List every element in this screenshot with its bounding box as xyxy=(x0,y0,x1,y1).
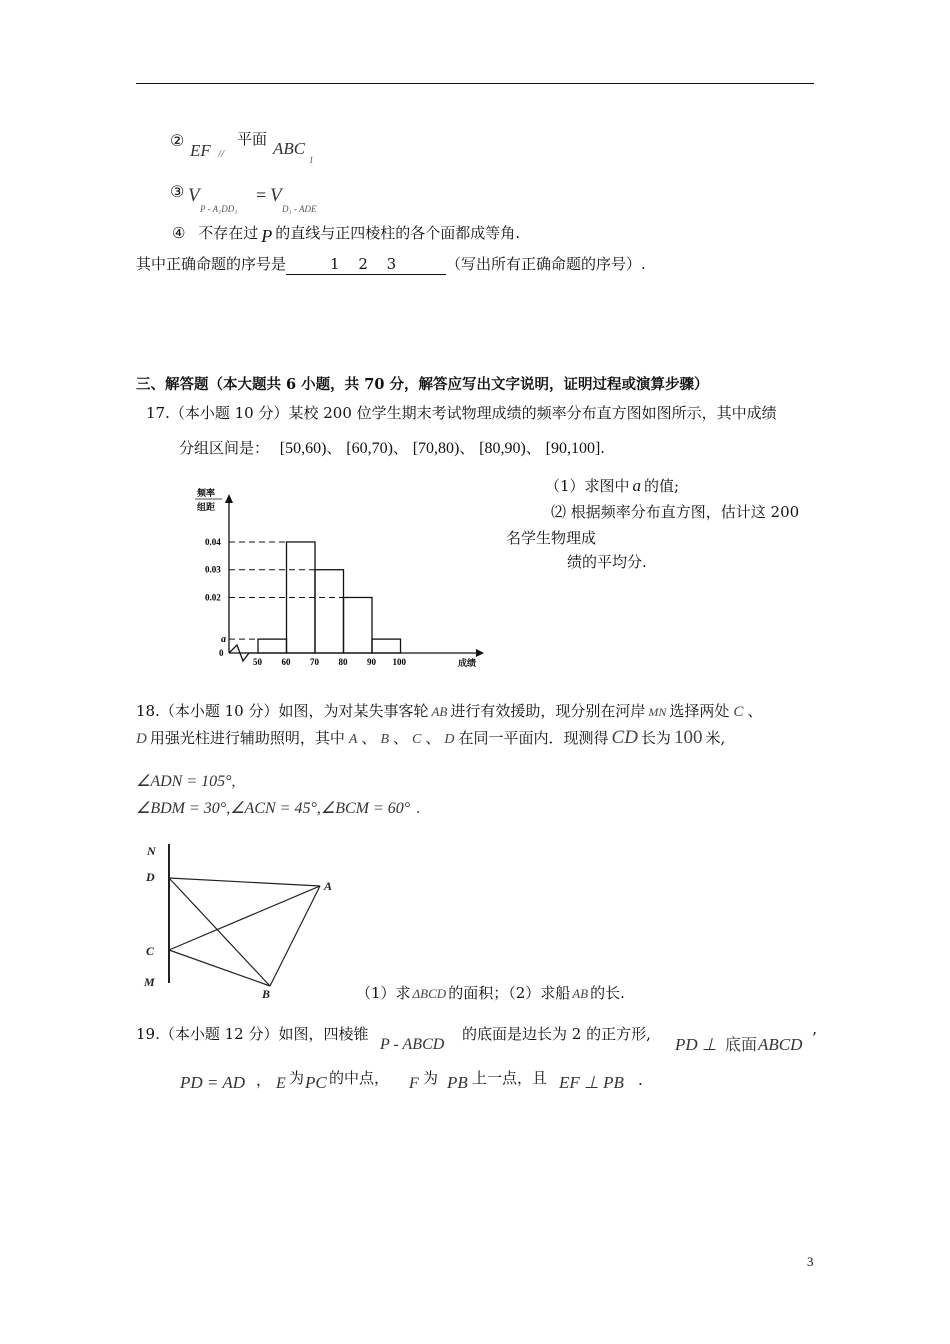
q18-angle-1 xyxy=(136,772,236,792)
q19-l1-end: ’ xyxy=(812,1029,817,1047)
x-tick-90: 90 xyxy=(367,657,376,667)
item-2-sub: 1 xyxy=(309,155,314,165)
q19-cond1-c: ABCD xyxy=(758,1035,803,1054)
q19-is-1: 为 xyxy=(289,1069,305,1087)
q18-b: B xyxy=(380,732,389,747)
item-4-text-post: 的直线与正四棱柱的各个面都成等角. xyxy=(275,224,521,242)
y-axis-label-top: 频率 xyxy=(197,488,216,498)
q17-interval-1: [50,60) xyxy=(279,440,327,457)
q18-dun-1: 、 xyxy=(747,702,763,720)
y-axis-arrow xyxy=(225,494,233,503)
q17-sub2-line3: 绩的平均分. xyxy=(567,553,647,571)
q18-l1-mid: 进行有效援助，现分别在河岸 xyxy=(450,702,646,720)
q19-cond1-b: 底面 xyxy=(725,1035,758,1054)
item-2-number: ② xyxy=(170,131,185,150)
q19-on-text: 上一点，且 xyxy=(472,1069,548,1087)
q17-sub1 xyxy=(545,476,679,496)
bar-80-90 xyxy=(344,597,373,653)
q18-sub2-post: 的长. xyxy=(590,984,625,1002)
segment-cb xyxy=(169,950,270,986)
x-tick-50: 50 xyxy=(253,657,262,667)
q18-angles-dot: . xyxy=(416,800,421,817)
item-3-v2-sub: D₁ - ADE xyxy=(282,204,317,214)
q17-sep-1: 、 xyxy=(326,439,342,457)
q19-cond3: EF ⊥ PB xyxy=(559,1073,624,1092)
answer-suffix: （写出所有正确命题的序号）. xyxy=(446,255,646,273)
item-3-eq: = xyxy=(256,185,267,205)
q17-interval-4: [80,90) xyxy=(479,440,526,457)
q18-c: C xyxy=(733,704,744,720)
answer-blank: 1 2 3 xyxy=(286,254,446,275)
bar-90-100 xyxy=(372,639,401,653)
item-2-parallel: // xyxy=(218,148,225,160)
q18-dun-4: 、 xyxy=(425,729,441,747)
answer-prefix: 其中正确命题的序号是 xyxy=(136,255,287,273)
q18-unit: 米, xyxy=(705,729,726,747)
q18-line1 xyxy=(136,701,762,722)
bar-50-60 xyxy=(258,639,287,653)
label-m: M xyxy=(144,975,155,989)
x-axis-label: 成绩 xyxy=(458,658,477,668)
header-rule xyxy=(136,83,814,84)
q17-sep-3: 、 xyxy=(459,439,475,457)
item-2-lhs: EF xyxy=(190,141,211,160)
q18-mn: MN xyxy=(648,705,667,719)
label-c: C xyxy=(146,944,155,958)
q18-angle4-text: ∠BCM = 60° xyxy=(320,800,411,817)
q18-subquestions xyxy=(356,983,625,1004)
section-3-title: 三、解答题（本大题共 6 小题，共 70 分，解答应写出文字说明，证明过程或演算步骤） xyxy=(136,376,709,393)
q18-l2-mid: 用强光柱进行辅助照明，其中 xyxy=(149,729,345,747)
q18-c2: C xyxy=(412,732,422,747)
x-tick-100: 100 xyxy=(392,657,406,667)
page-number: 3 xyxy=(807,1254,814,1269)
x-axis-arrow xyxy=(476,649,484,657)
label-n: N xyxy=(147,844,156,858)
y-tick-a: a xyxy=(221,634,226,646)
q19-e: E xyxy=(276,1075,286,1092)
q19-cond2: PD = AD xyxy=(180,1073,245,1092)
segment-ca xyxy=(169,886,320,950)
q18-angle3-comma: , xyxy=(316,800,321,817)
q18-angle2-comma: , xyxy=(226,800,231,817)
q18-angles-2 xyxy=(136,799,420,819)
q19-cond1-a: PD ⊥ xyxy=(675,1035,717,1054)
q19-l1-mid: 的底面是边长为 2 的正方形, xyxy=(462,1025,651,1043)
q18-angle1-text: ∠ADN = 105° xyxy=(136,773,232,790)
q19-pc: PC xyxy=(305,1073,327,1092)
q19-sep-1: ， xyxy=(256,1071,272,1089)
q18-l2-mid3: 长为 xyxy=(640,729,671,747)
q18-angle2-text: ∠BDM = 30° xyxy=(136,800,227,817)
item-4-number: ④ xyxy=(172,224,186,242)
q18-a: A xyxy=(348,732,358,747)
y-tick-0.03: 0.03 xyxy=(205,564,221,575)
q18-cd: CD xyxy=(611,727,638,748)
q19-mid-text: 的中点， xyxy=(329,1069,390,1087)
q18-angle1-comma: , xyxy=(231,773,236,790)
bar-70-80 xyxy=(315,570,344,653)
q17-sub2-line2: 名学生物理成 xyxy=(506,529,597,547)
q17-interval-2: [60,70) xyxy=(346,440,393,457)
q18-ab: AB xyxy=(431,704,448,719)
histogram xyxy=(180,485,490,670)
q17-sep-2: 、 xyxy=(392,439,408,457)
x-tick-70: 70 xyxy=(310,657,319,667)
q19-l1-pre: 19.（本小题 12 分）如图，四棱锥 xyxy=(136,1025,369,1043)
segment-da xyxy=(169,878,320,886)
q17-sub1-pre: （1）求图中 xyxy=(545,477,630,495)
q18-sub1-post: 的面积；（2）求船 xyxy=(448,984,571,1002)
q18-angle3-text: ∠ACN = 45° xyxy=(230,800,317,817)
q17-sep-4: 、 xyxy=(525,439,541,457)
q17-interval-3: [70,80) xyxy=(412,440,460,457)
q17-interval-5: [90,100] xyxy=(545,440,601,457)
item-3-v1-sub: P - A₁DD₁ xyxy=(200,204,238,214)
x-tick-80: 80 xyxy=(338,657,348,667)
q19-line1 xyxy=(136,1024,826,1058)
y-tick-0.04: 0.04 xyxy=(205,536,221,547)
river-figure xyxy=(136,840,351,1005)
q18-l1-pre: 18.（本小题 10 分）如图，为对某失事客轮 xyxy=(136,702,429,720)
y-axis-label-bottom: 组距 xyxy=(197,502,216,512)
label-d: D xyxy=(146,870,155,884)
item-4 xyxy=(172,222,521,246)
q17-sub1-var: a xyxy=(632,476,642,495)
segment-db xyxy=(169,878,270,986)
q18-line2 xyxy=(136,728,725,750)
q17-intervals-label: 分组区间是： xyxy=(179,439,270,457)
y-tick-0: 0 xyxy=(219,648,224,658)
q19-line2 xyxy=(180,1066,660,1096)
q18-l2-mid2: 在同一平面内．现测得 xyxy=(458,729,609,747)
q17-line1: 17.（本小题 10 分）某校 200 位学生期末考试物理成绩的频率分布直方图如图所示，其中成绩 xyxy=(146,404,777,422)
item-4-var: P xyxy=(261,226,273,246)
q19-dot: . xyxy=(638,1071,643,1089)
q17-end-dot: . xyxy=(600,439,606,457)
item-3-number: ③ xyxy=(170,182,185,201)
q18-len: 100 xyxy=(673,727,703,748)
q19-is-2: 为 xyxy=(423,1069,439,1087)
q18-d: D xyxy=(136,731,147,747)
segment-ab xyxy=(270,886,320,986)
item-2-plane: 平面 xyxy=(237,130,268,148)
q17-line2 xyxy=(179,438,605,462)
q18-d2: D xyxy=(444,732,455,747)
q18-triangle: ΔBCD xyxy=(412,986,447,1001)
q18-l1-mid2: 选择两处 xyxy=(669,702,730,720)
q19-pyramid: P - ABCD xyxy=(380,1036,445,1053)
item-2-rhs: ABC xyxy=(273,139,306,158)
label-a: A xyxy=(324,879,333,893)
q18-dun-3: 、 xyxy=(393,729,409,747)
label-b: B xyxy=(262,987,271,1001)
q19-pb: PB xyxy=(447,1073,468,1092)
item-3-v2: V xyxy=(270,185,282,206)
q17-sub2-line1: ⑵ 根据频率分布直方图，估计这 200 xyxy=(551,503,800,521)
y-tick-0.02: 0.02 xyxy=(205,592,221,603)
q18-dun-2: 、 xyxy=(361,729,377,747)
item-3-v1: V xyxy=(188,185,200,206)
item-4-text-pre: 不存在过 xyxy=(198,224,259,242)
x-tick-60: 60 xyxy=(281,657,291,667)
q18-sub2-var: AB xyxy=(572,986,589,1001)
answer-line xyxy=(136,254,646,275)
q18-sub1-pre: （1）求 xyxy=(356,984,411,1002)
q19-f: F xyxy=(409,1075,419,1092)
q17-sub1-post: 的值; xyxy=(644,477,680,495)
